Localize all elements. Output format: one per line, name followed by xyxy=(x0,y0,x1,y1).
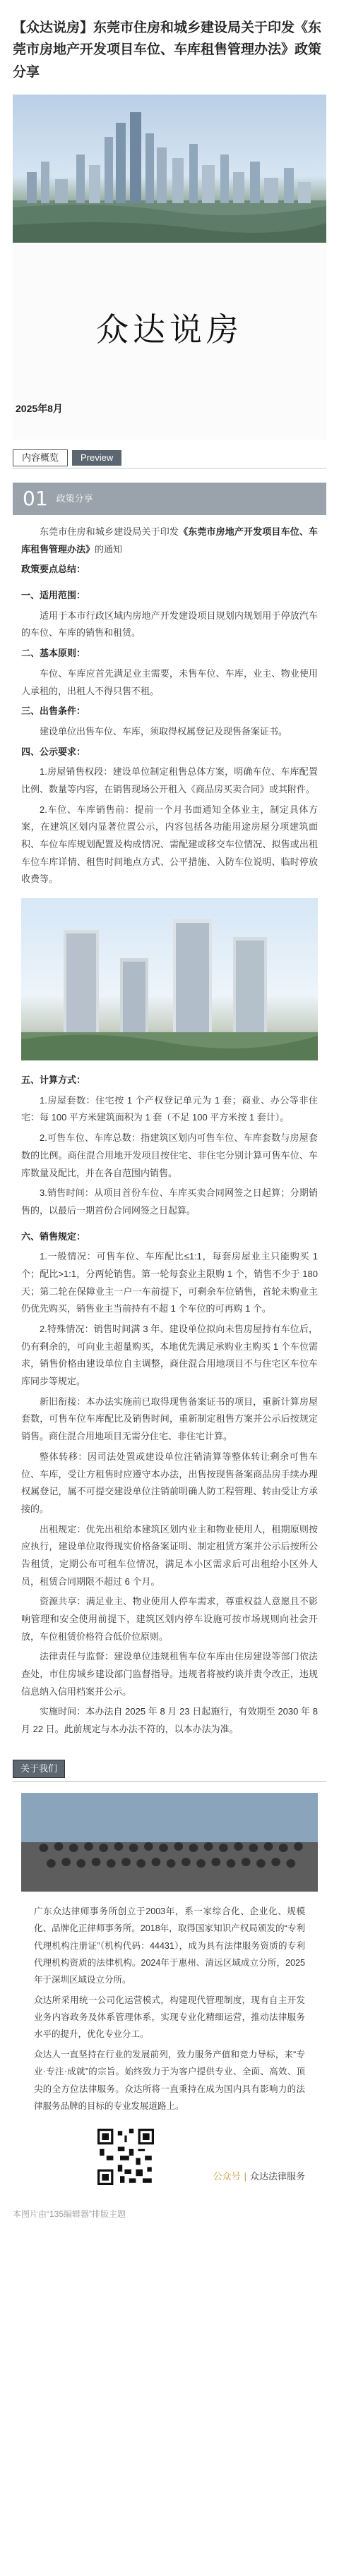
tab-content-overview: 内容概览 xyxy=(13,449,68,466)
about-us-section xyxy=(13,1760,326,2186)
section-1-title: 一、适用范围： xyxy=(21,590,86,601)
section-6-p3: 新旧衔接：本办法实施前已取得现售备案证书的项目，重新计算房屋套数，可售车位车库配比及销售时间，重新制定租售方案并公示后按规定销售。商住混合用地项目无需分住宅、非住宅计算。 xyxy=(21,1396,318,1442)
team-group-photo xyxy=(21,1793,318,1892)
section-5-p2: 2.可售车位、车库总数：指建筑区划内可售车位、车库套数与房屋套数的比例。商住混合用地开发项目按住宅、非住宅分别计算可售车位、车库数量及配比，并在各自范围内销售。 xyxy=(21,1132,318,1178)
article-title: 【众达说房】东莞市住房和城乡建设局关于印发《东莞市房地产开发项目车位、车库租售管理办法》政策分享 xyxy=(13,20,322,80)
section-label: 政策分享 xyxy=(56,492,93,504)
qr-code-icon[interactable] xyxy=(97,2129,154,2185)
section-2-title: 二、基本原则： xyxy=(21,648,86,659)
section-1-text: 适用于本市行政区域内房地产开发建设项目规划内规划用于停放汽车的车位、车库的销售和租赁。 xyxy=(21,610,318,639)
section-5-p3: 3.销售时间：从项目首份车位、车库买卖合同网签之日起算；分期销售的，以最后一期首份合同网签之日起算。 xyxy=(21,1187,318,1216)
about-paragraph-1: 广东众达律师事务所创立于2003年，系一家综合化、企业化、规模化、品牌化正律师事务所。2018年，取得国家知识产权局颁发的“专利代理机构注册证”（机构代码：44431），成为具有法律服务资质的专利代理机构资质的法律机构。2024年于惠州、清远区域成立分所，2025年于深圳区域设立分所。 xyxy=(34,1906,305,1985)
section-3-text: 建设单位出售车位、车库，须取得权属登记及现售备案证书。 xyxy=(40,725,288,737)
about-us-header xyxy=(13,1760,326,1782)
preview-tabs xyxy=(13,449,326,468)
article-header xyxy=(0,0,339,90)
account-name: 众达法律服务 xyxy=(249,2170,305,2182)
wechat-account-label xyxy=(213,2168,305,2186)
section-4-p1: 1.房屋销售权段：建设单位制定租售总体方案，明确车位、车库配置比例、数量等内容，在销售现场公开租入《商品房买卖合同》或其附件。 xyxy=(21,766,318,794)
tab-preview: Preview xyxy=(72,450,121,466)
group-photo-illustration xyxy=(21,1793,318,1892)
cover-date: 2025年8月 xyxy=(16,403,63,415)
section-6-p2: 2.特殊情况：销售时间满 3 年、建设单位拟向未售房屋持有车位后，仍有剩余的，可向业主超量购买，本地优先满足承购业主购买 1 个车位需求，销售价格由建设单位自主调整，商住混合用地项目不与住宅区车位车库同步等规定。 xyxy=(21,1324,318,1387)
policy-content xyxy=(0,524,339,888)
section-6-title: 六、销售规定： xyxy=(21,1230,86,1242)
section-6-p5: 出租规定：优先出租给本建筑区划内业主和物业使用人，租期原则按应执行，建设单位取得现实价格备案证明、制定租赁方案并公示后按所公告租赁，定期公布可租车位情况，满足本小区需求后可出租给小区外人员，租赁合同期限不超过 6 个月。 xyxy=(21,1523,318,1587)
cover-block xyxy=(13,243,326,440)
brand-title: 众达说房 xyxy=(96,310,243,349)
section-heading xyxy=(13,483,326,515)
residential-towers-image xyxy=(21,898,318,1060)
section-number: 01 xyxy=(23,487,48,511)
section-6-p8: 实施时间：本办法自 2025 年 8 月 23 日起施行，有效期至 2030 年 8 月 22 日。此前规定与本办法不符的，以本办法为准。 xyxy=(21,1706,318,1735)
account-separator: | xyxy=(244,2170,246,2182)
section-6-p4: 整体转移：因司法处置或建设单位注销清算等整体转让剩余可售车位、车库，受让方租售时应遵守本办法，出售按现售备案商品房手续办理权属登记，属不可提交建设单位注销前明确人防工程管理、转由受让方承接的。 xyxy=(21,1451,318,1514)
section-3-title: 三、出售条件： xyxy=(21,706,86,717)
towers-illustration xyxy=(21,898,318,1060)
section-6-p7: 法律责任与监督：建设单位违规租售车位车库由住房建设等部门依法查处，市住房城乡建设部门监督指导。违规者将被约谈并责令改正，违规信息纳入信用档案并公示。 xyxy=(21,1651,318,1697)
qr-code-row xyxy=(13,2117,326,2185)
about-paragraph-3: 众达人一直坚持在行业的发展前列，致力服务产值和竞力导标，来“专业·专注·成就”的宗旨。始终致力于为客户提供专业、全面、高效、顶尖的全方位法律服务。众达所将一直秉持在成为国内具有影响力的法律服务品牌的目标的专业发展道路上。 xyxy=(34,2049,305,2111)
about-paragraph-2: 众达所采用统一公司化运营模式，构建现代管理制度，现有自主开发业务内容政务及体系管理体系，实现专业化精细运营，推动法律服务水平的提升，优化专业分工。 xyxy=(34,1995,305,2040)
account-prefix: 公众号 xyxy=(213,2170,241,2182)
intro-paragraph: 东莞市住房和城乡建设局关于印发《东莞市房地产开发项目车位、车库租售管理办法》的通知 xyxy=(21,526,318,555)
skyline-illustration xyxy=(13,95,326,243)
section-6-p1: 1.一般情况：可售车位、车库配比≤1:1，每套房屋业主只能购买 1 个；配比>1:1，分两轮销售。第一轮每套业主限购 1 个，销售不少于 180 天；第二轮在保障业主一户一车前提下，可剩余车位销售，首轮未购业主仍优先购买，销售业主当前持有不超 1 个车位的可再购 1 个。 xyxy=(21,1251,318,1314)
points-title: 政策要点总结： xyxy=(21,564,86,575)
section-4-title: 四、公示要求： xyxy=(21,746,86,757)
policy-content-continued xyxy=(0,1072,339,1739)
section-5-p1: 1.房屋套数：住宅按 1 个产权登记单元为 1 套；商业、办公等非住宅：每 100 平方米建筑面积为 1 套（不足 100 平方米按 1 套计）。 xyxy=(21,1094,318,1123)
about-us-tag: 关于我们 xyxy=(13,1760,65,1778)
about-us-text xyxy=(13,1903,326,2115)
footer-note: 本图片由“135编辑器”排版主题 xyxy=(13,2209,126,2220)
section-6-p6: 资源共享：满足业主、物业使用人停车需求，尊重权益人意愿且不影响管理和安全使用前提下，建筑区划内停车设施可按市场规则向社会开放，车位租赁价格符合低价位原则。 xyxy=(21,1596,318,1642)
city-skyline-image xyxy=(13,95,326,243)
section-4-p2: 2.车位、车库销售前：提前一个月书面通知全体业主，制定具体方案，在建筑区划内显著位置公示，内容包括各功能用途房屋分项建筑面积、车位车库规划配置及构成情况、需配建或移交车位情况、拟售或出租车位车库详情、租售时间地点方式、公平措施、入防车位说明、临时停放收费等。 xyxy=(21,804,318,885)
section-5-title: 五、计算方式： xyxy=(21,1075,86,1086)
section-2-text: 车位、车库应首先满足业主需要，未售车位、车库，业主、物业使用人承租的，出租人不得只售不租。 xyxy=(21,667,318,696)
